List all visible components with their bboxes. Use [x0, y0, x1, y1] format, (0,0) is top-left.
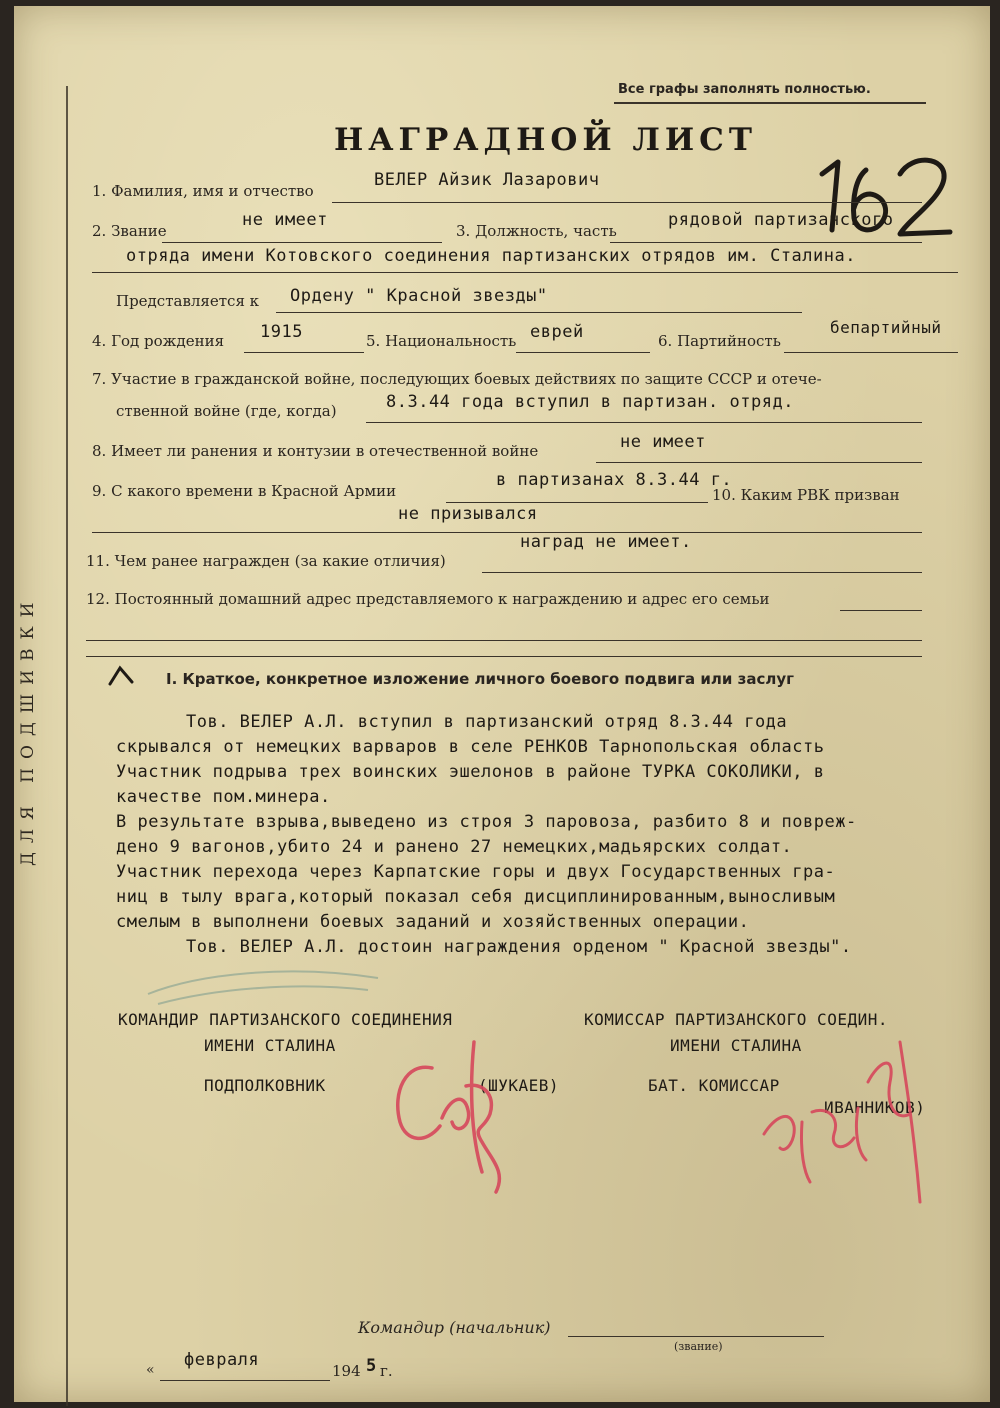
- notice-underline: [614, 102, 926, 104]
- field-3-line: [610, 242, 922, 243]
- field-10-label: 10. Каким РВК призван: [712, 486, 900, 504]
- presented-value: Ордену " Красной звезды": [290, 286, 548, 306]
- narrative-line: скрывался от немецких варваров в селе РЕНКОВ Тарнопольская область: [116, 737, 825, 757]
- field-6-value: бепартийный: [830, 318, 942, 337]
- right-signatory-title: КОМИССАР ПАРТИЗАНСКОГО СОЕДИН.: [584, 1010, 888, 1029]
- field-9-label: 9. С какого времени в Красной Армии: [92, 482, 397, 500]
- field-6-line: [784, 352, 958, 353]
- field-12-label: 12. Постоянный домашний адрес представляемого к награждению и адрес его семьи: [86, 590, 770, 608]
- field-10-value: не призывался: [398, 504, 538, 524]
- rank-caption: (звание): [674, 1340, 723, 1353]
- field-11-label: 11. Чем ранее награжден (за какие отличия): [86, 552, 446, 570]
- field-11-line: [482, 572, 922, 573]
- field-12-line: [840, 610, 922, 611]
- field-2-label: 2. Звание: [92, 222, 167, 240]
- presented-label: Представляется к: [116, 292, 260, 310]
- commissar-signature: [750, 1022, 940, 1212]
- commander-line: [568, 1336, 824, 1337]
- field-7-label-2: ственной войне (где, когда): [116, 402, 337, 420]
- binding-margin-line: [66, 86, 68, 1406]
- field-2-value: не имеет: [242, 210, 328, 230]
- field-5-label: 5. Национальность: [366, 332, 517, 350]
- field-3-value: рядовой партизанского: [668, 210, 894, 230]
- field-8-value: не имеет: [620, 432, 706, 452]
- date-month: февраля: [184, 1350, 260, 1370]
- field-6-label: 6. Партийность: [658, 332, 781, 350]
- field-5-line: [516, 352, 650, 353]
- commander-signature: [386, 1022, 536, 1202]
- field-7-value: 8.3.44 года вступил в партизан. отряд.: [386, 392, 794, 412]
- left-signatory-rank: ПОДПОЛКОВНИК: [204, 1076, 326, 1095]
- field-9-line: [446, 502, 708, 503]
- narrative-line: Участник подрыва трех воинских эшелонов в районе ТУРКА СОКОЛИКИ, в: [116, 762, 825, 782]
- field-7-label-1: 7. Участие в гражданской войне, последующих боевых действиях по защите СССР и отече-: [92, 370, 822, 388]
- field-11-value: наград не имеет.: [520, 532, 692, 552]
- narrative-line: дено 9 вагонов,убито 24 и ранено 27 немецких,мадьярских солдат.: [116, 837, 793, 857]
- narrative-line: В результате взрыва,выведено из строя 3 паровоза, разбито 8 и повреж-: [116, 812, 857, 832]
- date-month-line: [160, 1380, 330, 1381]
- field-3-label: 3. Должность, часть: [456, 222, 617, 240]
- date-year-digit: 5: [366, 1356, 377, 1376]
- award-sheet: [14, 6, 990, 1402]
- section-1-heading: I. Краткое, конкретное изложение личного боевого подвига или заслуг: [166, 670, 794, 688]
- narrative-line: качестве пом.минера.: [116, 787, 331, 807]
- binding-label: ДЛЯ ПОДШИВКИ: [18, 593, 38, 866]
- field-4-value: 1915: [260, 322, 303, 342]
- narrative-line: Тов. ВЕЛЕР А.Л. достоин награждения орденом " Красной звезды".: [186, 937, 852, 957]
- left-signatory-unit: ИМЕНИ СТАЛИНА: [204, 1036, 336, 1055]
- date-suffix: г.: [380, 1362, 393, 1380]
- document-title: НАГРАДНОЙ ЛИСТ: [334, 122, 757, 158]
- commander-label: Командир (начальник): [358, 1318, 551, 1337]
- field-3-line-cont: [92, 272, 958, 273]
- left-signatory-name: (ШУКАЕВ): [478, 1076, 560, 1095]
- handwritten-mark: [106, 662, 136, 692]
- field-7-line: [366, 422, 922, 423]
- right-signatory-unit: ИМЕНИ СТАЛИНА: [670, 1036, 802, 1055]
- field-4-label: 4. Год рождения: [92, 332, 225, 350]
- narrative-line: ниц в тылу врага,который показал себя дисциплинированным,выносливым: [116, 887, 836, 907]
- date-quote: «: [146, 1362, 155, 1378]
- right-signatory-rank: БАТ. КОМИССАР: [648, 1076, 780, 1095]
- section-divider: [86, 656, 922, 657]
- field-5-value: еврей: [530, 322, 584, 342]
- field-1-label: 1. Фамилия, имя и отчество: [92, 182, 314, 200]
- field-12-line-2: [86, 640, 922, 641]
- narrative-line: смелым в выполнени боевых заданий и хозяйственных операции.: [116, 912, 750, 932]
- field-8-label: 8. Имеет ли ранения и контузии в отечественной войне: [92, 442, 539, 460]
- field-2-line: [162, 242, 442, 243]
- left-signatory-title: КОМАНДИР ПАРТИЗАНСКОГО СОЕДИНЕНИЯ: [118, 1010, 453, 1029]
- field-8-line: [596, 462, 922, 463]
- fill-notice: Все графы заполнять полностью.: [618, 82, 871, 97]
- narrative-line: Тов. ВЕЛЕР А.Л. вступил в партизанский отряд 8.3.44 года: [186, 712, 788, 732]
- field-1-value: ВЕЛЕР Айзик Лазарович: [374, 170, 600, 190]
- field-4-line: [244, 352, 364, 353]
- right-signatory-name: ИВАННИКОВ): [824, 1098, 926, 1117]
- field-3-value-cont: отряда имени Котовского соединения партизанских отрядов им. Сталина.: [126, 246, 856, 266]
- field-9-value: в партизанах 8.3.44 г.: [496, 470, 733, 490]
- stamp-trace: [138, 954, 398, 1014]
- field-1-line: [332, 202, 922, 203]
- date-year-prefix: 194: [332, 1362, 361, 1380]
- narrative-line: Участник перехода через Карпатские горы и двух Государственных гра-: [116, 862, 836, 882]
- presented-line: [276, 312, 802, 313]
- field-10-line: [92, 532, 922, 533]
